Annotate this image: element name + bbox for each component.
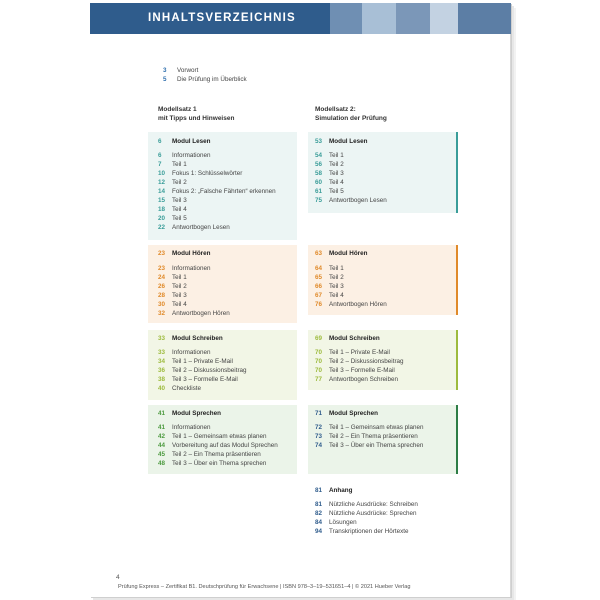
toc-page-number: 6	[158, 152, 162, 159]
toc-section-title	[315, 409, 378, 418]
toc-entry-text: Teil 1 – Private E-Mail	[329, 349, 390, 356]
column-heading-right	[315, 105, 387, 123]
toc-entry	[158, 384, 201, 393]
toc-entry	[315, 357, 404, 366]
toc-entry	[315, 264, 344, 273]
toc-entry-text: Teil 1 – Gemeinsam etwas planen	[172, 433, 267, 440]
toc-entry	[315, 500, 418, 509]
toc-entry	[315, 282, 344, 291]
toc-entry-text: Teil 4	[329, 179, 344, 186]
toc-page-number: 75	[315, 197, 323, 204]
toc-entry-text: Antwortbogen Schreiben	[329, 376, 398, 383]
toc-entry-text: Modul Lesen	[172, 138, 211, 145]
toc-page-number: 22	[158, 224, 166, 231]
toc-entry-text: Teil 2 – Diskussionsbeitrag	[329, 358, 404, 365]
toc-page-number: 5	[163, 76, 167, 83]
toc-entry	[315, 300, 387, 309]
toc-page-number: 23	[158, 250, 166, 257]
toc-entry-text: Informationen	[172, 265, 211, 272]
document-page	[90, 3, 511, 597]
toc-page-number: 20	[158, 215, 166, 222]
footer-text: Prüfung Express – Zertifikat B1. Deutschprüfung für Erwachsene | ISBN 978–3–19–531651–4 | © 2021 Hueber Verlag	[118, 584, 411, 590]
toc-entry	[158, 273, 187, 282]
toc-page-number: 44	[158, 442, 166, 449]
toc-entry-text: Anhang	[329, 487, 353, 494]
toc-entry-text: Teil 3 – Über ein Thema sprechen	[329, 442, 424, 449]
toc-entry-text: Teil 5	[329, 188, 344, 195]
toc-page-number: 12	[158, 179, 166, 186]
toc-entry-text: Modul Sprechen	[172, 410, 221, 417]
banner-tile	[458, 3, 511, 34]
toc-entry-text: Teil 4	[329, 292, 344, 299]
toc-page-number: 15	[158, 197, 166, 204]
toc-entry	[158, 459, 266, 468]
toc-page-number: 70	[315, 349, 323, 356]
toc-page-number: 81	[315, 487, 323, 494]
toc-entry-text: Vorwort	[177, 67, 199, 74]
toc-entry-text: Modul Hören	[172, 250, 211, 257]
toc-entry	[315, 196, 387, 205]
toc-entry	[158, 264, 211, 273]
toc-entry-text: Teil 2	[329, 161, 344, 168]
toc-page-number: 7	[158, 161, 162, 168]
toc-entry	[158, 205, 187, 214]
toc-entry	[315, 151, 344, 160]
toc-entry-text: Nützliche Ausdrücke: Schreiben	[329, 501, 418, 508]
toc-entry-text: Teil 1 – Gemeinsam etwas planen	[329, 424, 424, 431]
column-heading-line: Modellsatz 1	[158, 106, 197, 113]
toc-page-number: 84	[315, 519, 323, 526]
toc-section-title	[158, 137, 210, 146]
toc-entry-text: Informationen	[172, 349, 211, 356]
toc-page-number: 60	[315, 179, 323, 186]
toc-entry	[158, 375, 238, 384]
page-title: INHALTSVERZEICHNIS	[148, 12, 296, 24]
column-heading-line: mit Tipps und Hinweisen	[158, 115, 235, 122]
toc-page-number: 38	[158, 376, 166, 383]
toc-entry	[315, 366, 395, 375]
toc-entry	[315, 273, 344, 282]
toc-page-number: 73	[315, 433, 323, 440]
toc-page-number: 81	[315, 501, 323, 508]
toc-page-number: 53	[315, 138, 323, 145]
toc-page-number: 66	[315, 283, 323, 290]
toc-entry	[158, 366, 247, 375]
section-bar-sprechen-2	[456, 405, 458, 474]
banner-tile	[330, 3, 362, 34]
page-number: 4	[116, 574, 120, 581]
toc-entry	[158, 441, 278, 450]
toc-page-number: 14	[158, 188, 166, 195]
toc-entry	[315, 375, 398, 384]
toc-page-number: 6	[158, 138, 162, 145]
toc-entry	[158, 348, 211, 357]
toc-entry-text: Lösungen	[329, 519, 357, 526]
toc-entry	[315, 178, 344, 187]
toc-entry	[315, 169, 344, 178]
toc-entry	[158, 169, 242, 178]
toc-page-number: 72	[315, 424, 323, 431]
toc-page-number: 71	[315, 410, 323, 417]
toc-entry	[158, 282, 187, 291]
toc-page-number: 69	[315, 335, 323, 342]
toc-entry-text: Fokus 1: Schlüsselwörter	[172, 170, 243, 177]
toc-entry-text: Teil 1	[329, 152, 344, 159]
toc-entry	[315, 348, 390, 357]
section-bar-schreiben-2	[456, 330, 458, 390]
toc-entry-text: Nützliche Ausdrücke: Sprechen	[329, 510, 417, 517]
toc-page-number: 36	[158, 367, 166, 374]
toc-entry	[158, 357, 233, 366]
toc-entry-text: Teil 5	[172, 215, 187, 222]
section-bar-lesen-2	[456, 132, 458, 213]
toc-entry	[158, 223, 230, 232]
toc-entry-text: Teil 3 – Formelle E-Mail	[172, 376, 238, 383]
toc-entry	[158, 432, 267, 441]
toc-page-number: 40	[158, 385, 166, 392]
toc-page-number: 33	[158, 349, 166, 356]
toc-page-number: 10	[158, 170, 166, 177]
toc-entry-text: Teil 3 – Über ein Thema sprechen	[172, 460, 267, 467]
toc-entry-text: Modul Lesen	[329, 138, 368, 145]
toc-page-number: 45	[158, 451, 166, 458]
toc-entry	[158, 187, 276, 196]
toc-page-number: 54	[315, 152, 323, 159]
toc-entry-text: Antwortbogen Hören	[329, 301, 387, 308]
toc-page-number: 70	[315, 367, 323, 374]
toc-entry-text: Teil 2 – Diskussionsbeitrag	[172, 367, 247, 374]
toc-entry-text: Teil 4	[172, 301, 187, 308]
toc-section-title	[158, 334, 223, 343]
toc-entry	[315, 187, 344, 196]
toc-entry-text: Modul Sprechen	[329, 410, 378, 417]
toc-entry-text: Teil 3	[172, 292, 187, 299]
toc-section-title	[315, 486, 352, 495]
toc-entry-text: Checkliste	[172, 385, 202, 392]
banner-tile	[396, 3, 430, 34]
toc-page-number: 76	[315, 301, 323, 308]
toc-entry-text: Teil 3	[172, 197, 187, 204]
toc-entry-text: Antwortbogen Lesen	[172, 224, 230, 231]
toc-page-number: 77	[315, 376, 323, 383]
toc-page-number: 33	[158, 335, 166, 342]
toc-page-number: 48	[158, 460, 166, 467]
column-heading-line: Simulation der Prüfung	[315, 115, 387, 122]
toc-page-number: 41	[158, 424, 166, 431]
toc-entry	[315, 518, 357, 527]
banner-tile	[362, 3, 396, 34]
toc-page-number: 3	[163, 67, 167, 74]
toc-entry-text: Teil 2 – Ein Thema präsentieren	[172, 451, 261, 458]
toc-entry-text: Teil 3 – Formelle E-Mail	[329, 367, 395, 374]
toc-entry	[158, 291, 187, 300]
toc-entry-text: Teil 2	[329, 274, 344, 281]
toc-entry	[158, 196, 187, 205]
toc-page-number: 34	[158, 358, 166, 365]
toc-entry-text: Fokus 2: „Falsche Fährten“ erkennen	[172, 188, 276, 195]
toc-entry-text: Teil 2	[172, 283, 187, 290]
toc-page-number: 32	[158, 310, 166, 317]
toc-entry-text: Informationen	[172, 152, 211, 159]
column-heading-left	[158, 105, 234, 123]
toc-entry-text: Teil 3	[329, 283, 344, 290]
toc-entry-text: Modul Schreiben	[172, 335, 223, 342]
toc-entry-text: Teil 1	[172, 274, 187, 281]
toc-entry-text: Teil 1 – Private E-Mail	[172, 358, 233, 365]
toc-entry	[315, 432, 418, 441]
toc-entry-text: Informationen	[172, 424, 211, 431]
toc-entry	[158, 300, 187, 309]
toc-page-number: 18	[158, 206, 166, 213]
column-heading-line: Modellsatz 2:	[315, 106, 356, 113]
toc-entry-text: Teil 1	[172, 161, 187, 168]
toc-entry	[315, 423, 424, 432]
toc-section-title	[315, 249, 367, 258]
toc-entry	[158, 423, 211, 432]
toc-entry	[163, 66, 198, 75]
toc-entry	[158, 450, 261, 459]
toc-entry	[315, 509, 417, 518]
toc-page-number: 58	[315, 170, 323, 177]
toc-entry-text: Teil 3	[329, 170, 344, 177]
toc-entry-text: Antwortbogen Lesen	[329, 197, 387, 204]
toc-entry-text: Vorbereitung auf das Modul Sprechen	[172, 442, 278, 449]
toc-page-number: 82	[315, 510, 323, 517]
toc-page-number: 23	[158, 265, 166, 272]
toc-entry	[158, 214, 187, 223]
toc-section-title	[315, 137, 367, 146]
toc-entry-text: Teil 4	[172, 206, 187, 213]
toc-entry-text: Transkriptionen der Hörtexte	[329, 528, 409, 535]
toc-page-number: 41	[158, 410, 166, 417]
banner-tile	[430, 3, 458, 34]
toc-entry	[163, 75, 247, 84]
toc-page-number: 42	[158, 433, 166, 440]
toc-entry-text: Modul Hören	[329, 250, 368, 257]
toc-entry-text: Antwortbogen Hören	[172, 310, 230, 317]
toc-entry	[158, 151, 211, 160]
toc-entry	[158, 178, 187, 187]
toc-entry-text: Teil 2 – Ein Thema präsentieren	[329, 433, 418, 440]
toc-section-title	[158, 249, 210, 258]
toc-page-number: 28	[158, 292, 166, 299]
toc-page-number: 30	[158, 301, 166, 308]
toc-entry-text: Modul Schreiben	[329, 335, 380, 342]
toc-page-number: 56	[315, 161, 323, 168]
toc-page-number: 70	[315, 358, 323, 365]
toc-section-title	[315, 334, 380, 343]
toc-entry-text: Teil 1	[329, 265, 344, 272]
toc-page-number: 65	[315, 274, 323, 281]
header-banner	[90, 3, 511, 34]
toc-entry	[158, 309, 230, 318]
toc-page-number: 61	[315, 188, 323, 195]
toc-entry	[315, 527, 409, 536]
toc-page-number: 64	[315, 265, 323, 272]
toc-page-number: 63	[315, 250, 323, 257]
toc-page-number: 94	[315, 528, 323, 535]
toc-page-number: 67	[315, 292, 323, 299]
toc-page-number: 26	[158, 283, 166, 290]
toc-entry	[315, 291, 344, 300]
toc-page-number: 24	[158, 274, 166, 281]
toc-entry-text: Teil 2	[172, 179, 187, 186]
toc-entry	[158, 160, 187, 169]
section-bar-hoeren-2	[456, 245, 458, 315]
toc-entry	[315, 441, 423, 450]
toc-page-number: 74	[315, 442, 323, 449]
toc-section-title	[158, 409, 221, 418]
toc-entry	[315, 160, 344, 169]
toc-entry-text: Die Prüfung im Überblick	[177, 76, 247, 83]
